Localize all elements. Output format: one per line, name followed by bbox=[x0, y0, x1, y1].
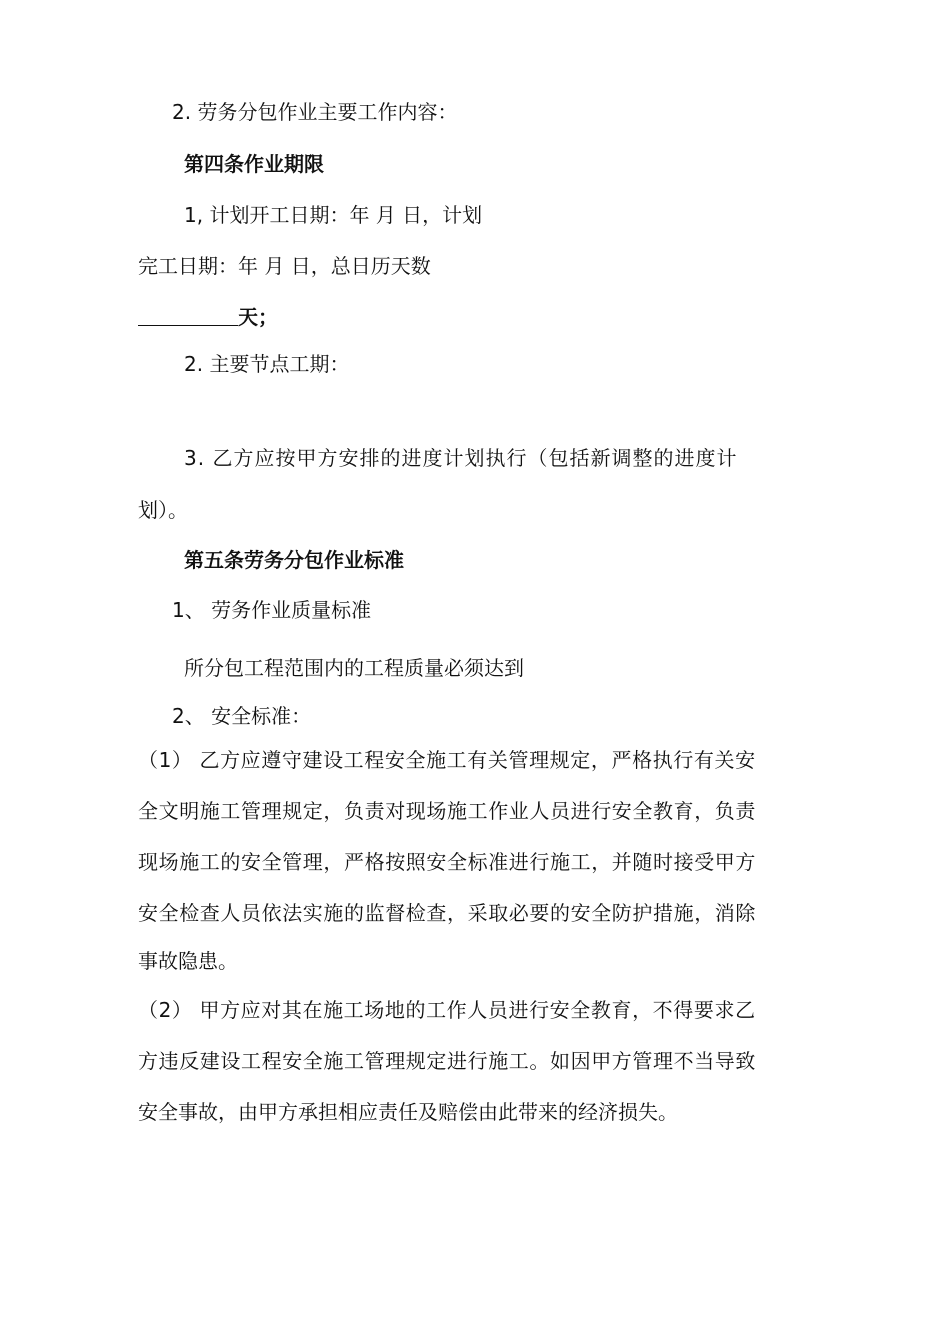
para1-line1: （1） 乙方应遵守建设工程安全施工有关管理规定，严格执行有关安 bbox=[138, 748, 756, 772]
item-total-days bbox=[138, 303, 278, 331]
item-quality-standard: 1、 劳务作业质量标准 bbox=[172, 598, 372, 622]
blank-underline bbox=[138, 303, 238, 326]
para2-line3: 安全事故，由甲方承担相应责任及赔偿由此带来的经济损失。 bbox=[138, 1100, 678, 1124]
para2-line2: 方违反建设工程安全施工管理规定进行施工。如因甲方管理不当导致 bbox=[138, 1049, 756, 1073]
heading-article-4: 第四条作业期限 bbox=[184, 152, 324, 176]
item-progress-plan-cont: 划）。 bbox=[138, 498, 188, 522]
item-key-milestones: 2. 主要节点工期： bbox=[184, 352, 350, 376]
item-safety-standard: 2、 安全标准： bbox=[172, 704, 312, 728]
para1-line2: 全文明施工管理规定，负责对现场施工作业人员进行安全教育，负责 bbox=[138, 799, 756, 823]
heading-article-5: 第五条劳务分包作业标准 bbox=[184, 548, 404, 572]
para1-line4: 安全检查人员依法实施的监督检查，采取必要的安全防护措施，消除 bbox=[138, 901, 756, 925]
item-main-work-content: 2. 劳务分包作业主要工作内容： bbox=[172, 100, 458, 124]
item-planned-start: 1, 计划开工日期：年 月 日，计划 bbox=[184, 203, 483, 227]
para2-line1: （2） 甲方应对其在施工场地的工作人员进行安全教育，不得要求乙 bbox=[138, 998, 756, 1022]
item-quality-requirement: 所分包工程范围内的工程质量必须达到 bbox=[184, 656, 524, 680]
para1-line3: 现场施工的安全管理，严格按照安全标准进行施工，并随时接受甲方 bbox=[138, 850, 756, 874]
item-planned-finish: 完工日期：年 月 日，总日历天数 bbox=[138, 254, 431, 278]
item-progress-plan: 3. 乙方应按甲方安排的进度计划执行（包括新调整的进度计 bbox=[184, 446, 738, 470]
para1-line5: 事故隐患。 bbox=[138, 949, 238, 973]
days-label: 天； bbox=[238, 305, 278, 329]
